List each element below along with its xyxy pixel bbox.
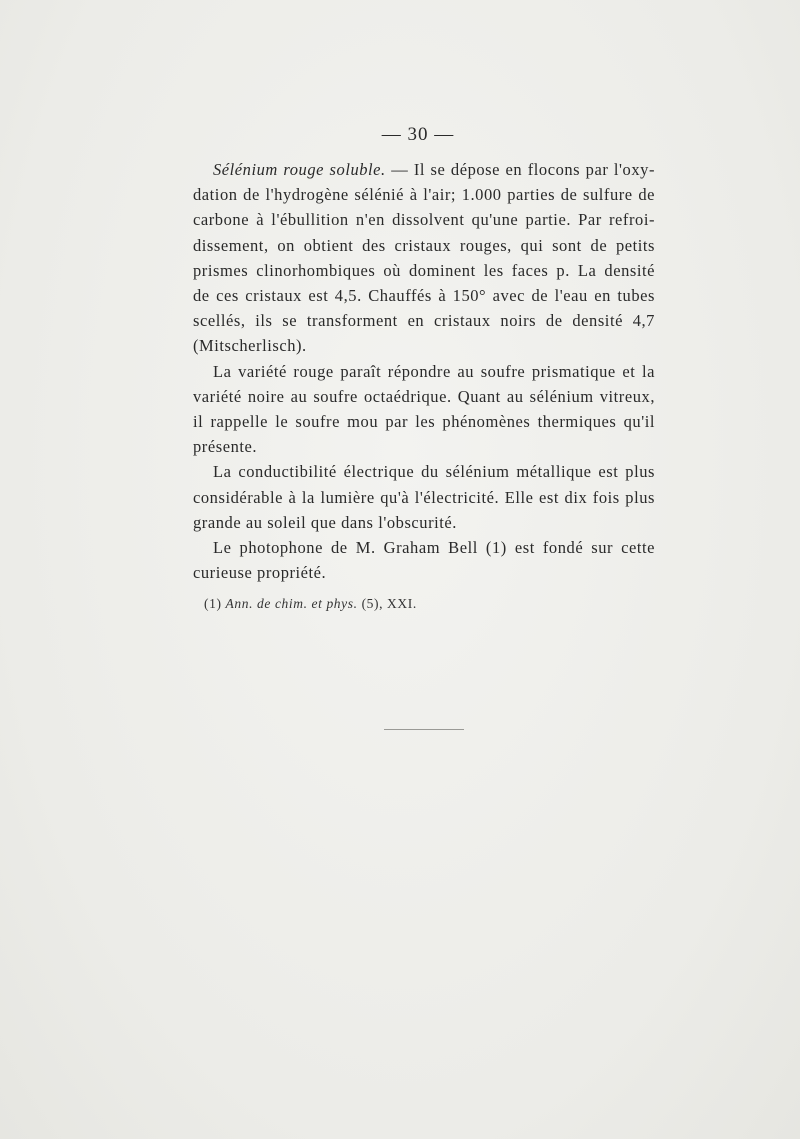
footnote-reference: (5), XXI. [361,596,417,611]
text-line: il rappelle le soufre mou par les phénomènes thermiques qu'il [193,412,655,432]
footnote-source: Ann. de chim. et phys. [225,596,358,611]
paragraph-variete [193,359,655,460]
text-line: Sélénium rouge soluble. — Il se dépose en flocons par l'oxy- [213,160,655,179]
text-line: considérable à la lumière qu'à l'électricité. Elle est dix fois plus [193,487,655,507]
text-line: scellés, ils se transforment en cristaux noirs de densité 4,7 [193,311,655,331]
text-line: dissement, on obtient des cristaux rouges, qui sont de petits [193,235,655,255]
text-line: prismes clinorhombiques où dominent les faces p. La densité [193,260,655,280]
footnote-marker: (1) [204,596,222,611]
text-line: Le photophone de M. Graham Bell (1) est fondé sur cette [213,538,655,558]
paragraph-lead: Sélénium rouge soluble. [213,160,386,179]
paragraph-photophone [193,535,655,585]
section-rule [384,729,464,730]
text-line: présente. [193,437,258,457]
text-line: La conductibilité électrique du sélénium métallique est plus [213,462,655,482]
page-number: — 30 — [381,124,455,145]
text-line: (Mitscherlisch). [193,336,307,356]
body-text [193,157,655,585]
text-line: La variété rouge paraît répondre au soufre prismatique et la [213,361,655,381]
paragraph-selenium-rouge [193,157,655,359]
text-line: curieuse propriété. [193,563,327,583]
text-line: de ces cristaux est 4,5. Chauffés à 150° avec de l'eau en tubes [193,286,655,306]
footnote [204,596,417,612]
text-line: grande au soleil que dans l'obscurité. [193,512,457,532]
text-line: variété noire au soufre octaédrique. Quant au sélénium vitreux, [193,386,655,406]
text-line: dation de l'hydrogène sélénié à l'air; 1.000 parties de sulfure de [193,185,655,205]
text-line: carbone à l'ébullition n'en dissolvent qu'une partie. Par refroi- [193,210,655,230]
paragraph-conductibilite [193,459,655,535]
